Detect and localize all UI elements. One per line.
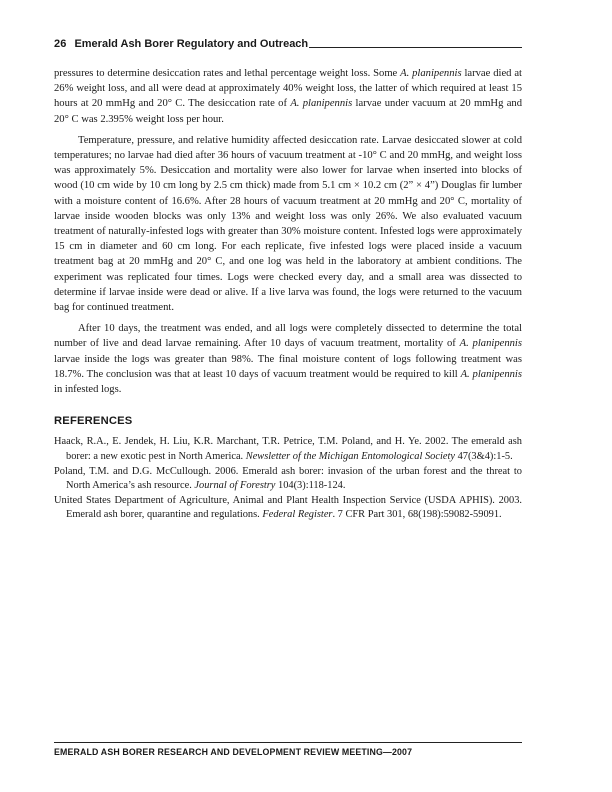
- body-text: [54, 66, 522, 523]
- paragraph-3-text-b: larvae inside the logs was greater than 98%. The final moisture content of logs following treatment was 18.7%. The conclusion was that at least 10 days of vacuum treatment would be required to kill: [54, 353, 522, 380]
- paragraph-2: Temperature, pressure, and relative humidity affected desiccation rate. Larvae desiccated slower at cold temperatures; no larvae had died after 36 hours of vacuum treatment at -10° C and 20 mmHg, and weight loss was approximately 5%. Desiccation and mortality were also lower for larvae when inserted into blocks of wood (10 cm wide by 10 cm long by 2.5 cm thick) made from 5.1 cm × 10.2 cm (2” × 4”) Douglas fir lumber with a moisture content of 16.6%. After 28 hours of vacuum treatment at 20 mmHg and 20° C, mortality of larvae inside wooden blocks was only 13% and weight loss was only 26%. We also evaluated vacuum treatment of naturally-infested logs with greater than 30% moisture content. Infested logs were approximately 15 cm in diameter and 60 cm long. For each replicate, five infested logs were placed inside a vacuum treatment bag at 20 mmHg and 20° C, and one log was held in the laboratory at ambient conditions. The experiment was replicated four times. Logs were checked every day, and a small area was dissected to determine if larvae inside were dead or alive. If a live larva was found, the logs were returned to the vacuum bag for continued treatment.: [54, 134, 522, 314]
- reference-volume: 104(3):118-124.: [275, 480, 346, 492]
- reference-journal: Federal Register: [262, 509, 333, 521]
- reference-text: Haack, R.A., E. Jendek, H. Liu, K.R. Marchant, T.R. Petrice, T.M. Poland, and H. Ye. 2002. The emerald ash borer: a new exotic pest in North America.: [54, 436, 522, 463]
- reference-text: United States Department of Agriculture, Animal and Plant Health Inspection Service (USDA APHIS). 2003. Emerald ash borer, quarantine and regulations.: [54, 494, 522, 521]
- species-name: A. planipennis: [400, 68, 462, 79]
- species-name: A. planipennis: [290, 98, 353, 110]
- reference-item: [54, 465, 522, 494]
- reference-volume: 47(3&4):1-5.: [454, 451, 513, 463]
- running-header-title: Emerald Ash Borer Regulatory and Outreach: [74, 38, 309, 50]
- paragraph-1: [54, 66, 522, 127]
- footer-rule: [54, 742, 522, 743]
- header-rule: [309, 47, 522, 48]
- paragraph-3-text-c: in infested logs.: [54, 384, 122, 396]
- reference-item: [54, 435, 522, 464]
- reference-text: Poland, T.M. and D.G. McCullough. 2006. Emerald ash borer: invasion of the urban forest and the threat to North America’s ash resource.: [54, 465, 522, 492]
- reference-volume: . 7 CFR Part 301, 68(198):59082-59091.: [332, 509, 502, 521]
- species-name: A. planipennis: [459, 338, 522, 350]
- running-header: [54, 34, 522, 50]
- reference-journal: Newsletter of the Michigan Entomological Society: [245, 451, 455, 463]
- paragraph-1-text-a: pressures to determine desiccation rates and lethal percentage weight loss. Some: [54, 68, 401, 79]
- species-name: A. planipennis: [460, 368, 522, 380]
- page-number: 26: [54, 38, 67, 50]
- reference-item: [54, 494, 522, 523]
- paragraph-3-text-a: After 10 days, the treatment was ended, and all logs were completely dissected to determine the total number of live and dead larvae remaining. After 10 days of vacuum treatment, mortality of: [54, 323, 522, 350]
- paragraph-3: [54, 321, 522, 397]
- references-heading: REFERENCES: [54, 415, 133, 428]
- running-footer: EMERALD ASH BORER RESEARCH AND DEVELOPMENT REVIEW MEETING—2007: [54, 747, 413, 757]
- paragraph-1-text-b: larvae died at 26% weight loss, and all were dead at approximately 40% weight loss, the latter of which required at least 15 hours at 20 mmHg and 20° C. The desiccation rate of: [54, 68, 522, 110]
- references-list: [54, 435, 522, 523]
- paragraph-1-text-c: larvae under vacuum at 20 mmHg and 20° C was 2.395% weight loss per hour.: [54, 98, 523, 125]
- reference-journal: Journal of Forestry: [194, 480, 276, 492]
